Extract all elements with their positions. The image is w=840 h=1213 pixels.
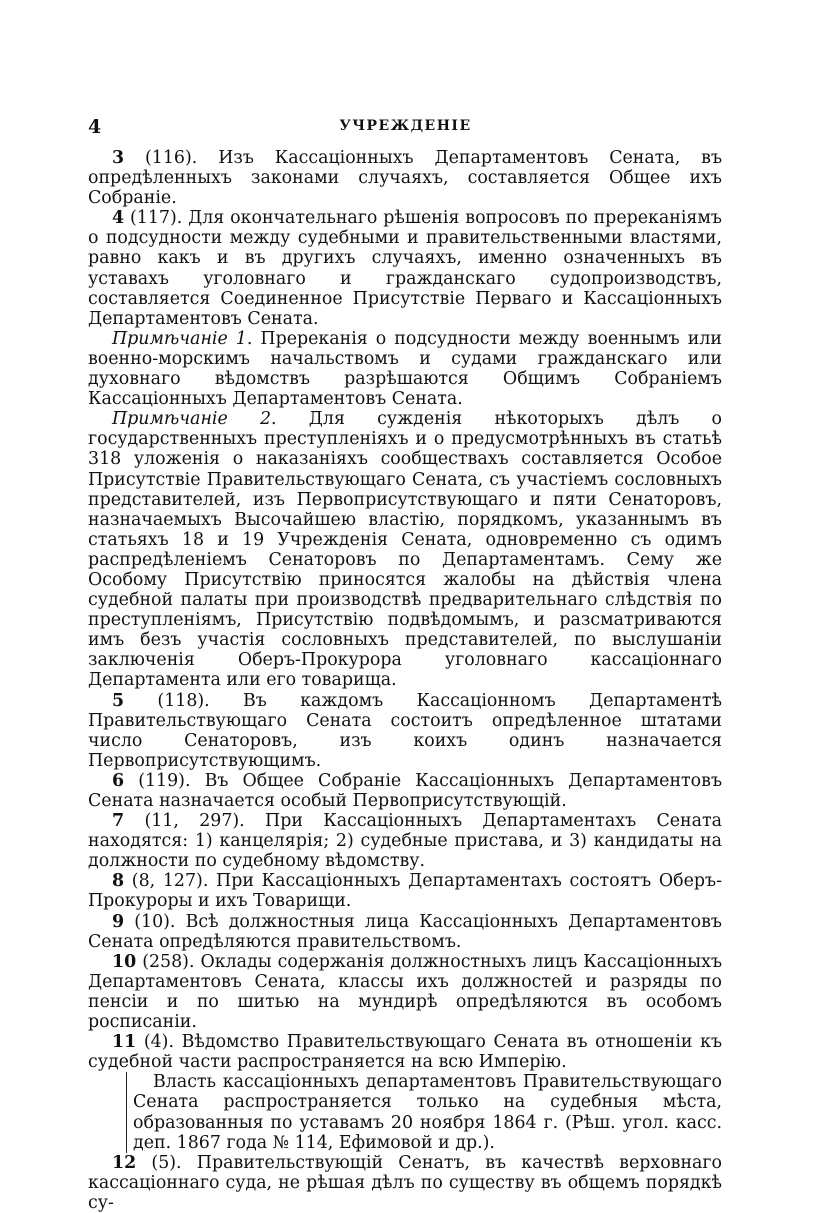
article-reference: (8, 127). <box>131 871 209 892</box>
article-text: Всѣ должностныя лица Кассаціонныхъ Департаментовъ Сената опредѣляются правительствомъ. <box>88 911 722 952</box>
article-reference: (10). <box>134 911 176 932</box>
article-number: 7 <box>112 811 125 832</box>
article-text: При Кассаціонныхъ Департаментахъ Сената находятся: 1) канцелярія; 2) судебные пристава, и 3) кандидаты на должности по судебному вѣдомству. <box>88 811 723 872</box>
article-text: Вѣдомство Правительствующаго Сената въ отношеніи къ судебной части распространяется на всю Имперію. <box>88 1032 723 1073</box>
running-title: УЧРЕЖДЕНІЕ <box>339 118 472 134</box>
article-text: Въ каждомъ Кассаціонномъ Департаментѣ Правительствующаго Сената состоитъ опредѣленное штатами число Сенаторовъ, изъ коихъ одинъ назначается Первоприсутствующимъ. <box>88 690 722 771</box>
note-text: Пререканія о подсудности между военнымъ или военно-морскимъ начальствомъ и судами гражданскаго или духовнаго вѣдомствъ разрѣшаются Общимъ Собраніемъ Кассаціонныхъ Департаментовъ Сената. <box>88 328 722 410</box>
article-number: 4 <box>112 208 125 229</box>
article-5 <box>88 691 722 771</box>
article-reference: (11, 297). <box>144 811 245 832</box>
article-9 <box>88 912 722 952</box>
article-reference: (119). <box>138 770 191 791</box>
article-number: 11 <box>112 1032 137 1053</box>
article-reference: (258). <box>142 951 195 972</box>
article-text: При Кассаціонныхъ Департаментахъ состоятъ Оберъ-Прокуроры и ихъ Товарищи. <box>88 871 723 912</box>
article-number: 9 <box>112 911 125 932</box>
article-reference: (4). <box>143 1032 174 1053</box>
article-number: 8 <box>112 871 125 892</box>
article-number: 3 <box>112 148 125 168</box>
article-7 <box>88 811 722 871</box>
note-label: Примѣчаніе 1. <box>112 328 253 349</box>
article-12 <box>88 1153 722 1213</box>
article-reference: (117). <box>129 208 183 229</box>
note-1 <box>88 329 722 409</box>
article-text: Изъ Кассаціонныхъ Департаментовъ Сената, въ опредѣленныхъ законами случаяхъ, составляется Общее ихъ Собраніе. <box>88 148 723 209</box>
article-6 <box>88 771 722 811</box>
article-number: 5 <box>112 690 125 711</box>
note-2 <box>88 409 722 690</box>
page-number: 4 <box>88 116 102 138</box>
article-10 <box>88 952 722 1032</box>
article-number: 12 <box>112 1152 137 1173</box>
page-header <box>88 116 723 140</box>
article-text: Правительствующій Сенатъ, въ качествѣ верховнаго кассаціоннаго суда, не рѣшая дѣлъ по существу въ общемъ порядкѣ су- <box>88 1152 722 1213</box>
article-text: Въ Общее Собраніе Кассаціонныхъ Департаментовъ Сената назначается особый Первоприсутствующій. <box>88 770 723 811</box>
note-label: Примѣчаніе 2. <box>112 409 277 430</box>
article-text: Оклады содержанія должностныхъ лицъ Кассаціонныхъ Департаментовъ Сената, классы ихъ должностей и разряды по пенсіи и по шитью на мундирѣ опредѣляются въ особомъ росписаніи. <box>88 951 723 1033</box>
body-text <box>88 148 722 1213</box>
quote-text: Власть кассаціонныхъ департаментовъ Правительствующаго Сената распространяется только на судебныя мѣста, образованныя по уставамъ 20 ноября 1864 г. (Рѣш. угол. касс. деп. 1867 года № 114, Ефимовой и др.). <box>133 1072 722 1153</box>
article-reference: (116). <box>145 148 198 168</box>
article-reference: (118). <box>157 690 210 711</box>
note-text: Для сужденія нѣкоторыхъ дѣлъ о государственныхъ преступленіяхъ и о предусмотрѣнныхъ въ статьѣ 318 уложенія о наказаніяхъ сообществахъ составляется Особое Присутствіе Правительствующаго Сената, съ участіемъ сословныхъ представителей, изъ Первоприсутствующаго и пяти Сенаторовъ, назначаемыхъ Высочайшею властію, порядкомъ, указаннымъ въ статьяхъ 18 и 19 Учрежденія Сената, одновременно съ одимъ распредѣленіемъ Сенаторовъ по Департаментамъ. Сему же Особому Присутствію приносятся жалобы на дѣйствія члена судебной палаты при производствѣ предварительнаго слѣдствія по преступленіямъ, Присутствію подвѣдомымъ, и разсматриваются имъ безъ участія сословныхъ представителей, по выслушаніи заключенія Оберъ-Прокурора уголовнаго кассаціоннаго Департамента или его товарища. <box>88 409 722 691</box>
article-8 <box>88 871 722 911</box>
article-11 <box>88 1032 722 1072</box>
article-number: 6 <box>112 770 125 791</box>
commentary-quote <box>126 1072 722 1152</box>
article-reference: (5). <box>151 1152 182 1173</box>
article-3 <box>88 148 722 208</box>
article-number: 10 <box>112 951 137 972</box>
article-4 <box>88 208 722 329</box>
article-text: Для окончательнаго рѣшенія вопросовъ по пререканіямъ о подсудности между судебными и правительственными властями, равно какъ и въ другихъ случаяхъ, именно означенныхъ въ уставахъ уголовнаго и гражданскаго судопроизводствъ, составляется Соединенное Присутствіе Перваго и Кассаціонныхъ Департаментовъ Сената. <box>88 208 722 329</box>
